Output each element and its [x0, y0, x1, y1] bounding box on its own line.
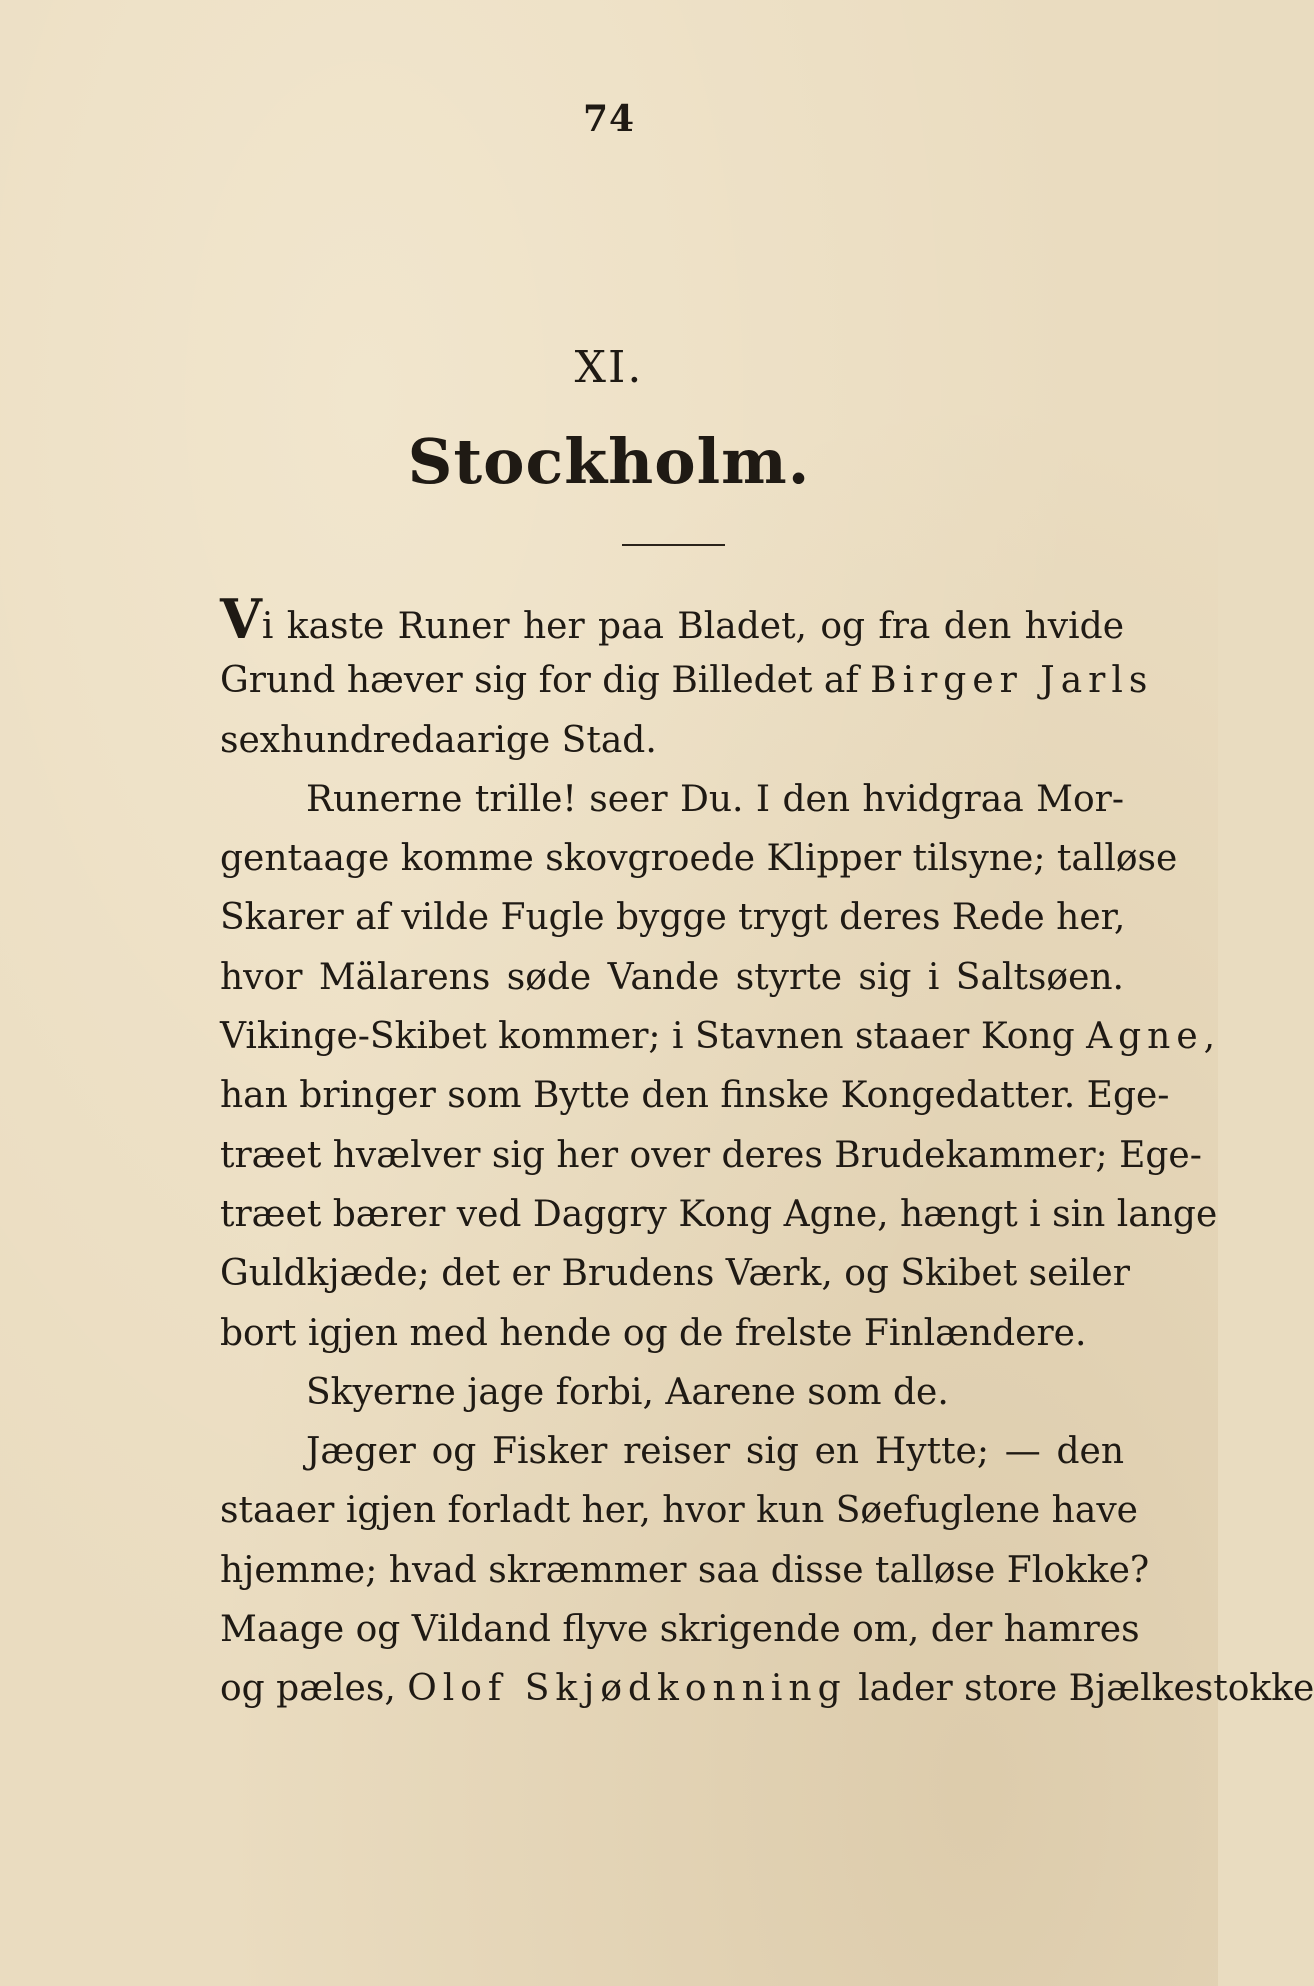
text-line: sexhundredaarige Stad.: [220, 719, 657, 761]
text-line: [220, 1007, 1216, 1066]
line-text: og pæles,: [220, 1668, 408, 1710]
text-line: hvor Mälarens søde Vande styrte sig i Saltsøen.: [220, 956, 1124, 998]
line-text: Vikinge-Skibet kommer; i Stavnen staaer Kong: [220, 1016, 1087, 1058]
text-line: gentaage komme skovgroede Klipper tilsyne; talløse: [220, 838, 1178, 880]
text-line: Jæger og Fisker reiser sig en Hytte; — den: [306, 1431, 1124, 1473]
text-line: Skyerne jage forbi, Aarene som de.: [306, 1371, 949, 1413]
line-text: ,: [1203, 1016, 1216, 1058]
body-text: [220, 587, 1314, 1719]
line-text: Grund hæver sig for dig Billedet af: [220, 660, 871, 702]
chapter-title: Stockholm.: [407, 425, 811, 498]
emphasized-name: Agne: [1086, 1016, 1204, 1058]
text-line: staaer igjen forladt her, hvor kun Søefuglene have: [220, 1490, 1138, 1532]
text-line: [220, 1659, 1314, 1718]
title-divider: [622, 544, 725, 546]
text-line: træet bærer ved Daggry Kong Agne, hængt i sin lange: [220, 1193, 1218, 1235]
text-line: [220, 587, 1124, 651]
emphasized-name: Birger Jarls: [870, 660, 1154, 702]
line-text: lader store Bjælkestokke: [846, 1668, 1314, 1710]
text-line: han bringer som Bytte den finske Kongedatter. Ege-: [220, 1075, 1170, 1117]
text-line: Guldkjæde; det er Brudens Værk, og Skibet seiler: [220, 1253, 1130, 1295]
text-line: træet hvælver sig her over deres Brudekammer; Ege-: [220, 1134, 1202, 1176]
text-line: hjemme; hvad skræmmer saa disse talløse Flokke?: [220, 1549, 1150, 1591]
text-line: Maage og Vildand flyve skrigende om, der hamres: [220, 1609, 1140, 1651]
drop-cap: V: [220, 587, 262, 651]
text-line: bort igjen med hende og de frelste Finlændere.: [220, 1312, 1087, 1354]
text-line: [220, 651, 1154, 710]
chapter-numeral: XI.: [574, 342, 644, 393]
text-line: Runerne trille! seer Du. I den hvidgraa Mor-: [306, 778, 1124, 820]
text-line: Skarer af vilde Fugle bygge trygt deres Rede her,: [220, 897, 1126, 939]
page-number: 74: [582, 98, 636, 140]
line-text: i kaste Runer her paa Bladet, og fra den hvide: [261, 606, 1124, 647]
emphasized-name: Olof Skjødkonning: [407, 1668, 847, 1710]
